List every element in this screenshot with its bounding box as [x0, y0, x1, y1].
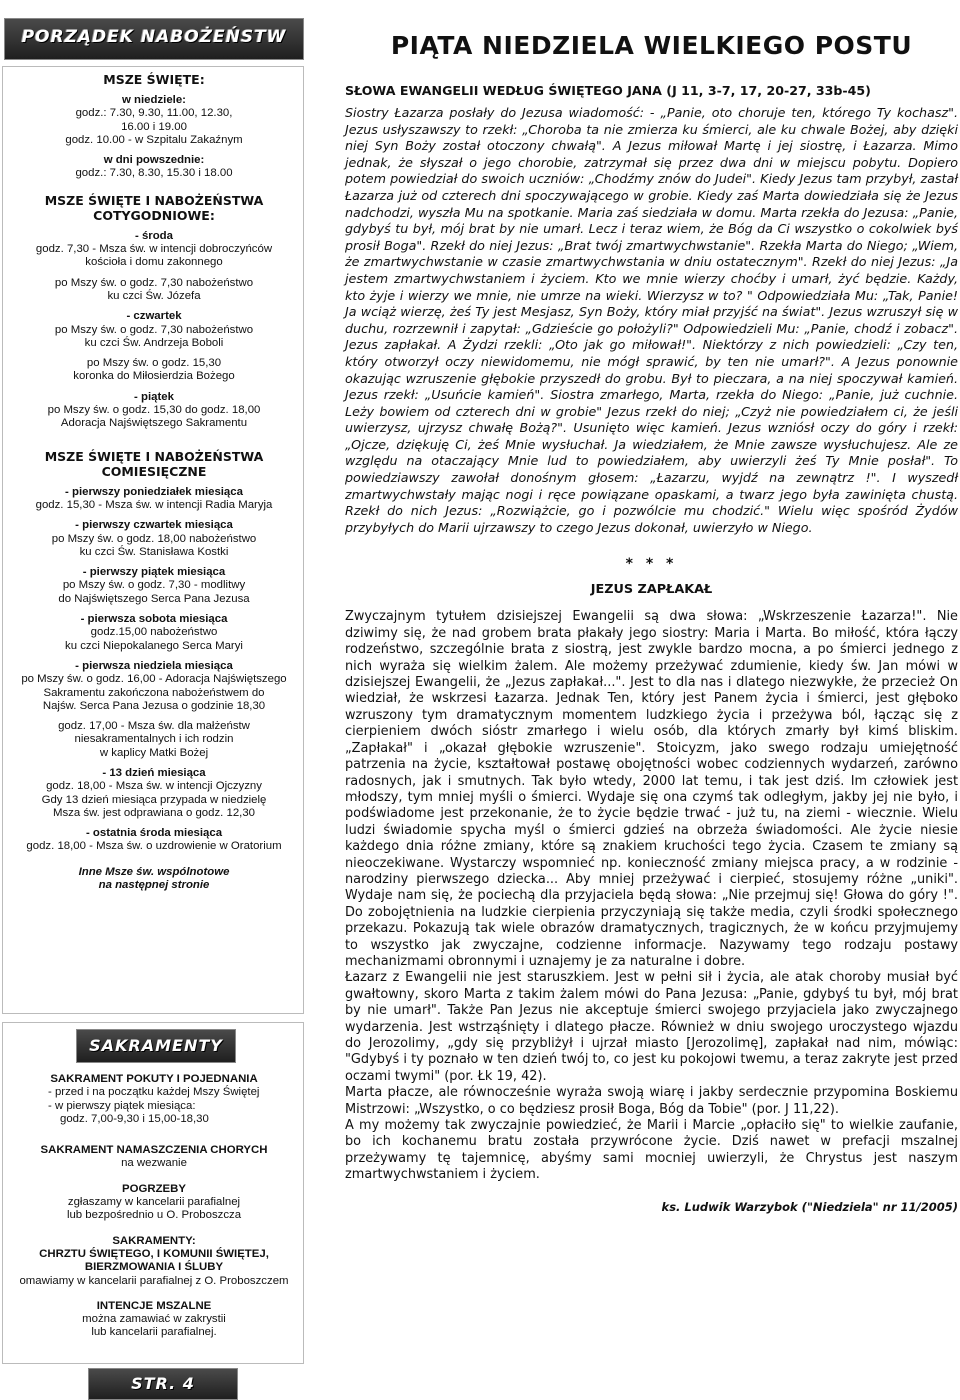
schedule-sidebar — [0, 18, 308, 1393]
main-column — [345, 28, 958, 1214]
page-number-banner — [88, 1368, 238, 1400]
mass-intentions-title: INTENCJE MSZALNE — [96, 1299, 212, 1312]
first-sunday-line: niesakramentalnych i ich rodzin — [74, 733, 234, 746]
sunday-times-2: 16.00 i 19.00 — [121, 120, 187, 133]
friday-line: Adoracja Najświętszego Sakramentu — [60, 417, 248, 430]
weekday-times: godz.: 7.30, 8.30, 15.30 i 18.00 — [75, 167, 233, 180]
first-thursday-label: - pierwszy czwartek miesiąca — [75, 519, 233, 532]
essay-title: JEZUS ZAPŁAKAŁ — [590, 582, 713, 598]
essay-paragraph: Łazarz z Ewangelii nie jest staruszkiem. Jest w pełni sił i życia, ale atak choroby musiał być gwałtowny, skoro Marta z takim żalem mówi do Pana Jezusa: „Panie, gdybyś tu był, mój brat by nie umarł". Także Pan Jezus nie akceptuje śmierci swojego przyjaciela jako zwyczajnego wydarzenia. Jest wstrząśnięty i dlatego płacze. Również w dniu swojego uroczystego wjazdu do Jerozolimy, „gdy się przybliżył i ujrzał miasto [Jerozolimę], zapłakał nad nim, mówiąc: "Gdybyś i ty poznało w ten dzień twój to, co jest ku pokojowi twemu, a teraz zakryte jest przed oczami twymi" (por. Łk 19, 42). — [345, 970, 958, 1084]
funerals-title: POGRZEBY — [122, 1182, 186, 1195]
friday-label: - piątek — [134, 390, 174, 403]
thursday-label: - czwartek — [126, 310, 182, 323]
schedule-header-title: PORZĄDEK NABOŻEŃSTW — [21, 27, 287, 47]
masses-title: MSZE ŚWIĘTE: — [103, 72, 205, 87]
sacraments-content — [0, 1073, 308, 1340]
first-friday-line: do Najświętszego Serca Pana Jezusa — [58, 592, 250, 605]
weekly-title-2: COTYGODNIOWE: — [93, 207, 215, 223]
day13-line: Msza św. jest odprawiana o godz. 12,30 — [53, 806, 255, 819]
schedule-header-banner — [4, 18, 304, 60]
sunday-hospital: godz. 10.00 - w Szpitalu Zakaźnym — [65, 133, 243, 146]
day13-line: godz. 18,00 - Msza św. w intencji Ojczyzny — [46, 780, 262, 793]
first-saturday-line: godz.15,00 nabożeństwo — [90, 626, 218, 639]
wednesday-line: ku czci Św. Józefa — [107, 289, 201, 302]
monthly-title: MSZE ŚWIĘTE I NABOŻEŃSTWA — [44, 448, 264, 464]
sunday-label: w niedziele: — [122, 94, 186, 106]
first-sunday-line: Sakramentu zakończona nabożeństwem do — [43, 686, 265, 699]
more-masses-note-2: na następnej stronie — [98, 879, 210, 892]
first-sunday-line: w kaplicy Matki Bożej — [99, 746, 209, 759]
essay-body — [345, 609, 958, 1183]
gospel-heading: SŁOWA EWANGELII WEDŁUG ŚWIĘTEGO JANA (J 11, 3-7, 17, 20-27, 33b-45) — [345, 83, 871, 98]
confession-line: godz. 7,00-9,30 i 15,00-18,30 — [60, 1112, 209, 1125]
first-friday-label: - pierwszy piątek miesiąca — [82, 566, 226, 579]
confession-line: - przed i na początku każdej Mszy Świętej — [48, 1086, 260, 1099]
first-monday-line: godz. 15,30 - Msza św. w intencji Radia Maryja — [35, 498, 273, 511]
mass-intentions-line: lub kancelarii parafialnej. — [91, 1326, 217, 1339]
weekly-title: MSZE ŚWIĘTE I NABOŻEŃSTWA — [44, 192, 264, 208]
thursday-line: koronka do Miłosierdzia Bożego — [73, 370, 235, 383]
author-signature: ks. Ludwik Warzybok ("Niedziela" nr 11/2005) — [661, 1199, 958, 1214]
first-thursday-line: po Mszy św. o godz. 18,00 nabożeństwo — [51, 532, 257, 545]
confession-title: SAKRAMENT POKUTY I POJEDNANIA — [50, 1073, 258, 1085]
day13-line: Gdy 13 dzień miesiąca przypada w niedzielę — [41, 793, 267, 806]
first-sunday-label: - pierwsza niedziela miesiąca — [75, 659, 233, 672]
wednesday-line: kościoła i domu zakonnego — [85, 256, 223, 269]
thursday-line: po Mszy św. o godz. 7,30 nabożeństwo — [54, 323, 254, 336]
thursday-line: ku czci Św. Andrzeja Boboli — [84, 336, 224, 349]
monthly-title-2: COMIESIĘCZNE — [101, 463, 207, 479]
first-friday-line: po Mszy św. o godz. 7,30 - modlitwy — [62, 579, 246, 592]
first-saturday-line: ku czci Niepokalanego Serca Maryi — [65, 639, 243, 652]
first-sunday-line: Najśw. Serca Pana Jezusa o godzinie 18,30 — [42, 699, 266, 712]
sacraments-title: SAKRAMENTY: — [112, 1234, 196, 1247]
page-number: STR. 4 — [131, 1374, 195, 1393]
more-masses-note: Inne Msze św. wspólnotowe — [78, 865, 230, 878]
last-wednesday-line: godz. 18,00 - Msza św. o uzdrowienie w Oratorium — [26, 840, 282, 853]
sacraments-list: CHRZTU ŚWIĘTEGO, I KOMUNII ŚWIĘTEJ, — [39, 1247, 269, 1260]
last-wednesday-label: - ostatnia środa miesiąca — [85, 827, 223, 840]
sunday-times: godz.: 7.30, 9.30, 11.00, 12.30, — [75, 107, 233, 120]
sacraments-header-banner — [76, 1029, 236, 1063]
essay-paragraph: A my możemy tak zwyczajnie powiedzieć, że Marii i Marcie „opłaciło się" to wielkie zaufanie, bo ich kochanemu bratu została przywrócone życie. Dziś nawet w prefacji mszalnej przeżywamy tę tajemnicę, abyśmy sami mocniej uwierzyli, że Chrystus jest naszym zmartwychwstaniem i życiem. — [345, 1118, 958, 1183]
mass-intentions-line: można zamawiać w zakrystii — [82, 1313, 226, 1326]
first-monday-label: - pierwszy poniedziałek miesiąca — [65, 485, 243, 498]
essay-paragraph: Marta płacze, ale równocześnie wyraża swoją wiarę i jakby serdecznie przypomina Boskiemu Mistrzowi: „Wszystko, o co będziesz prosił Boga, Bóg da Tobie" (por. J 11,22). — [345, 1085, 958, 1117]
funerals-line: lub bezpośrednio u O. Proboszcza — [66, 1209, 242, 1222]
friday-line: po Mszy św. o godz. 15,30 do godz. 18,00 — [47, 404, 261, 417]
gospel-text: Siostry Łazarza posłały do Jezusa wiadomość: - „Panie, oto choruje ten, którego Ty kochasz". Jezus usłyszawszy to rzekł: „Choroba ta nie zmierza ku śmierci, ale ku chwale Bożej, aby dzięki niej Syn Boży został otoczony chwałą". A Jezus miłował Martę i jej siostrę, i Łazarza. Mimo jednak, że słyszał o jego chorobie, zatrzymał się przez dwa dni w miejscu pobytu. Dopiero potem powiedział do swoich uczniów: „Chodźmy znów do Judei". Kiedy Jezus tam przybył, zastał Łazarza już od czterech dni spoczywającego w grobie. Kiedy zaś Marta dowiedziała się że Jezus nadchodzi, wyszła Mu na spotkanie. Maria zaś siedziała w domu. Marta rzekła do Jezusa: „Panie, gdybyś tu był, mój brat by nie umarł. Lecz i teraz wiem, że Bóg da Ci wszystko o cokolwiek byś prosił Boga". Rzekł do niej Jezus: „Brat twój zmartwychwstanie". Rzekła Marta do Niego; „Wiem, że zmartwychwstanie w czasie zmartwychwstania w dniu ostatecznym". Rzekł do niej Jezus: „Ja jestem zmartwychwstaniem i życiem. Kto we mnie wierzy choćby i umarł, żyć będzie. Każdy, kto żyje i wierzy we mnie, nie umrze na wieki. Wierzysz w to? " Odpowiedziała Mu: „Tak, Panie! Ja wciąż wierzę, żeś Ty jest Mesjasz, Syn Boży, który miał przyjść na świat". Jezus wzruszył się w duchu, rozrzewnił i zapytał: „Gdzieście go położyli?" Odpowiedzieli Mu: „Panie, chodź i zobacz". Jezus zapłakał. A Żydzi rzekli: „Oto jak go miłował!". Niektórzy z nich powiedzieli: „Czy ten, który otworzył oczy niewidomemu, nie mógł sprawić, by ten nie umarł?". A Jezus ponownie okazując wzruszenie głębokie przyszedł do grobu. Był to pieczara, a na niej spoczywał kamień. Jezus rzekł: „Usuńcie kamień". Siostra zmarłego, Marta, rzekła do Niego: „Panie, już cuchnie. Leży bowiem od czterech dni w grobie" Jezus rzekł do niej; „Czyż nie powiedziałem ci, że jeśli uwierzysz, ujrzysz chwałę Bożą?". Usunięto więc kamień. Jezus wzniósł oczy do góry i rzekł: „Ojcze, dziękuję Ci, żeś Mnie wysłuchał. Ja wiedziałem, że Mnie zawsze wysłuchujesz. Ale ze względu na otaczający Mnie lud to powiedziałem, aby uwierzyli żeś Ty Mnie posłał". To powiedziawszy zawołał donośnym głosem: „Łazarzu, wyjdź na zewnątrz !". I wyszedł zmartwychwstały mając nogi i ręce powiązane opaskami, a twarz jego była zawinięta chustą. Rzekł do nich Jezus: „Rozwiążcie, go i pozwólcie mu chodzić." Wielu więc spośród Żydów przybyłych do Marii ujrzawszy to czego Jezus dokonał, uwierzyło w Niego. — [345, 105, 958, 535]
thursday-line: po Mszy św. o godz. 15,30 — [86, 357, 222, 370]
essay-paragraph: Zwyczajnym tytułem dzisiejszej Ewangelii są dwa słowa: „Wskrzeszenie Łazarza!". Nie dziwimy się, że nad grobem brata płakały jego siostry: Maria i Marta. Bo miłość, która łączy rodzeństwo, szczególnie brata z siostrą, jest zwykle bardzo mocna, a po śmierci jednego z nich wyraża się wielkim żalem. Ale możemy przeżywać zdumienie, kiedy św. Jan mówi w dzisiejszej Ewangelii, że „Jezus zapłakał...". Jest to dla nas i dlatego niezwykłe, że przecież On wiedział, że wskrzesi Łazarza. Jednak Ten, który jest Panem życia i śmierci, jest głęboko wzruszony tym dramatycznym momentem ludzkiego życia i przeżywa ból, łącząc się z cierpieniem dwóch sióstr zmarłego i wielu osób, dla których zmarły był kimś bliskim. „Zapłakał" i „okazał głębokie wzruszenie". Stoicyzm, jako swego rodzaju umiejętność patrzenia na życie, kształtował postawę obojętności wobec codziennych wydarzeń, zarówno radosnych, jak i smutnych. Tak było wtedy, 2000 lat temu, i tak jest dziś. Im człowiek jest młodszy, tym mniej myśli o śmierci. Wydaje się ona czymś tak odległym, jakby jej nie było, i podświadome jest przekonanie, że to życie będzie trwać - już tu, na ziemi - wiecznie. Wielu ludzi świadomie spycha myśl o śmierci gdzieś na obrzeża świadomości. Ale życie niesie każdego dnia różne zmiany, które są znakiem kruchości tego życia. Czasem te zmiany są nieoczekiwane. Wystarczy wspomnieć np. konieczność zmiany miejsca pracy, a w rodzinie - narodziny pierwszego dziecka... Aby mniej przeżywać i cierpieć, stosujemy różne „uniki". Wydaje nam się, że pociechą dla przyjaciela będą słowa: „Nie przejmuj się! Głowa do góry !". Do zobojętnienia na ludzkie cierpienia przyczyniają się także media, czyli środki społecznego przekazu. Pokazują tak wiele obrazów dramatycznych, tragicznych, że w końcu przyjmujemy to wszystko jak zwyczajne, codzienne informacje. Nazywamy tego rodzaju postawy mechanizmami obronnymi i uznajemy je za naturalne i dobre. — [345, 609, 958, 969]
funerals-line: zgłaszamy w kancelarii parafialnej — [67, 1196, 241, 1209]
anointing-title: SAKRAMENT NAMASZCZENIA CHORYCH — [40, 1144, 268, 1157]
page-title: PIĄTA NIEDZIELA WIELKIEGO POSTU — [390, 31, 913, 60]
anointing-line: na wezwanie — [121, 1157, 187, 1170]
sacraments-line: omawiamy w kancelarii parafialnej z O. Proboszczem — [19, 1274, 289, 1287]
weekday-label: w dni powszednie: — [103, 154, 205, 167]
schedule-content — [0, 72, 308, 892]
first-sunday-line: po Mszy św. o godz. 16,00 - Adoracja Najświętszego — [21, 673, 287, 686]
first-thursday-line: ku czci Św. Stanisława Kostki — [79, 545, 229, 558]
wednesday-label: - środa — [135, 229, 173, 242]
confession-line: - w pierwszy piątek miesiąca: — [48, 1099, 196, 1112]
sacraments-list: BIERZMOWANIA I ŚLUBY — [84, 1261, 224, 1274]
wednesday-line: godz. 7,30 - Msza św. w intencji dobroczyńców — [35, 243, 273, 256]
first-sunday-line: godz. 17,00 - Msza św. dla małżeństw — [58, 720, 250, 733]
sacraments-header-title: SAKRAMENTY — [89, 1036, 223, 1055]
wednesday-line: po Mszy św. o godz. 7,30 nabożeństwo — [54, 276, 254, 289]
first-saturday-label: - pierwsza sobota miesiąca — [80, 613, 228, 626]
day13-label: - 13 dzień miesiąca — [102, 766, 206, 779]
section-separator: * * * — [625, 556, 678, 573]
